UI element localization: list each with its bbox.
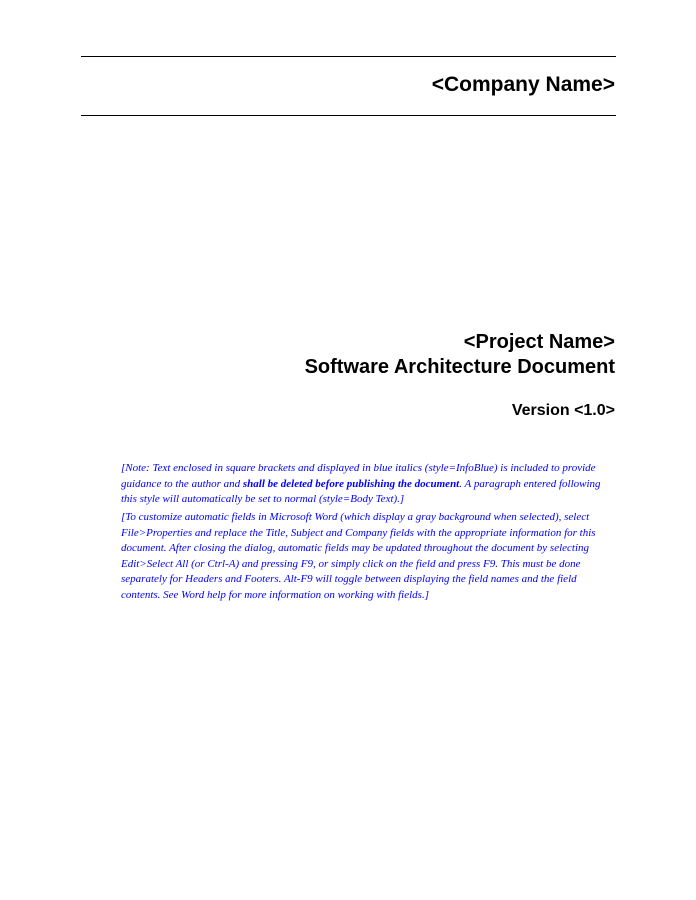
info-note-emphasis: shall be deleted before publishing the document	[242, 477, 460, 490]
version-label: Version <1.0>	[511, 402, 615, 419]
top-rule	[81, 56, 616, 57]
info-note-paragraph	[121, 461, 616, 508]
info-fields-paragraph: [To customize automatic fields in Microsoft Word (which display a gray background when selected), select File>Properties and replace the Title, Subject and Company fields with the appropriate information for this document. After closing the dialog, automatic fields may be updated throughout the document by selecting Edit>Select All (or Ctrl-A) and pressing F9, or simply click on the field and press F9. This must be done separately for Headers and Footers. Alt-F9 will toggle between displaying the field names and the field contents. See Word help for more information on working with fields.]	[121, 511, 596, 601]
bottom-rule	[81, 115, 616, 116]
title-block	[305, 330, 615, 380]
info-note-text: [Note: Text enclosed in square brackets and displayed in blue italics (style=InfoBlue) is included to provide guidance to the author and	[121, 462, 596, 490]
project-name: <Project Name>	[463, 331, 615, 353]
info-note-text-end: . A paragraph entered following this style will automatically be set to normal (style=Body Text).]	[121, 477, 601, 505]
document-title: Software Architecture Document	[304, 356, 615, 378]
company-name: <Company Name>	[431, 73, 615, 96]
